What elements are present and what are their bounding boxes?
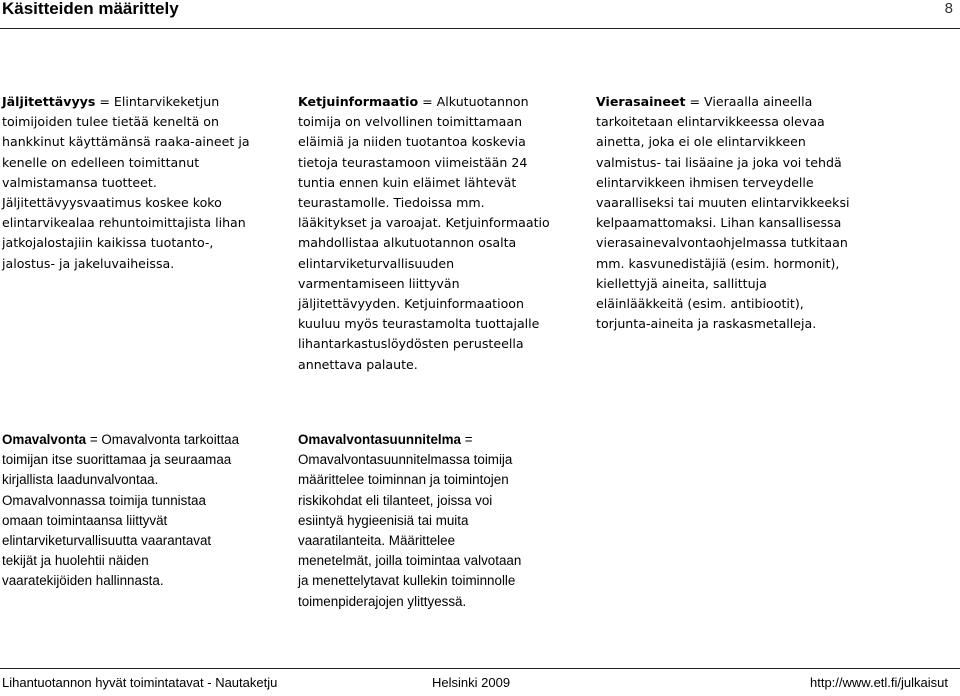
definition-text: tietoja teurastamoon viimeistään 24 (298, 154, 528, 170)
definition-text: eläimiä ja niiden tuotantoa koskevia (298, 134, 526, 150)
definition-omavalvontasuunnitelma (298, 430, 521, 612)
page-number: 8 (944, 0, 953, 17)
definition-line (298, 112, 550, 132)
definition-line (298, 511, 521, 531)
definition-line (298, 571, 521, 591)
definition-term: Ketjuinformaatio (298, 94, 419, 109)
definition-line (298, 274, 550, 294)
definition-text: Jäljitettävyysvaatimus koskee koko (2, 195, 222, 211)
definition-line (298, 193, 550, 213)
definition-line (298, 551, 521, 571)
definition-omavalvonta (2, 430, 239, 592)
definition-line (2, 173, 250, 193)
definition-text: valmistus- tai lisäaine ja joka voi tehdä (596, 154, 842, 170)
definition-text: eläinlääkkeitä (esim. antibiootit), (596, 296, 804, 312)
definition-text: elintarviketurvallisuutta vaarantavat (2, 533, 212, 549)
definition-line (596, 274, 850, 294)
definition-line (2, 132, 250, 152)
footer-url: http://www.etl.fi/julkaisut (810, 675, 948, 690)
definition-text: lihantarkastuslöydösten perusteella (298, 336, 524, 352)
definition-text: kirjallista laadunvalvontaa. (2, 472, 159, 488)
definition-line (596, 112, 850, 132)
definition-text: tarkoitetaan elintarvikkeessa olevaa (596, 114, 825, 130)
definition-text: toimijan itse suorittamaa ja seuraamaa (2, 452, 232, 468)
definition-line (298, 592, 521, 612)
definition-text: annettava palaute. (298, 356, 418, 372)
definition-text: vaaratekijöiden hallinnasta. (2, 573, 164, 589)
definition-line (596, 92, 850, 112)
definition-term: Omavalvonta (2, 432, 87, 447)
definition-text: kuuluu myös teurastamolta tuottajalle (298, 316, 540, 332)
definition-text: kelpaamattomaksi. Lihan kansallisessa (596, 215, 842, 231)
definition-text: hankkinut käyttämänsä raaka-aineet ja (2, 134, 250, 150)
definition-text: vaaratilanteita. Määrittelee (298, 533, 456, 549)
definition-term: Omavalvontasuunnitelma (298, 432, 461, 447)
definition-text: määrittelee toiminnan ja toimintojen (298, 472, 509, 488)
definition-line (298, 233, 550, 253)
definition-text: torjunta-aineita ja raskasmetalleja. (596, 316, 817, 332)
header-divider (0, 28, 960, 29)
definition-text: esiintyä hygieenisiä tai muita (298, 512, 469, 528)
definition-line (298, 450, 521, 470)
definition-term: Vierasaineet (596, 94, 686, 109)
definition-ketjuinformaatio (298, 92, 550, 375)
definition-text: vaaralliseksi tai muuten elintarvikkeeksi (596, 195, 850, 211)
definition-line (2, 430, 239, 450)
definition-line (298, 132, 550, 152)
definition-line (2, 92, 250, 112)
definition-line (298, 430, 521, 450)
definition-text: jalostus- ja jakeluvaiheissa. (2, 255, 175, 271)
page-title: Käsitteiden määrittely (2, 0, 179, 18)
definition-text: mm. kasvunedistäjiä (esim. hormonit), (596, 255, 840, 271)
definition-line (298, 314, 550, 334)
definition-text: tuntia ennen kuin eläimet lähtevät (298, 174, 517, 190)
definition-line (298, 334, 550, 354)
definition-line (596, 213, 850, 233)
definition-line (298, 153, 550, 173)
definition-line (298, 294, 550, 314)
definition-text: ja menettelytavat kullekin toiminnolle (298, 573, 516, 589)
footer-divider (0, 668, 960, 669)
definition-line (2, 491, 239, 511)
definition-text: = Vieraalla aineella (685, 94, 813, 109)
footer-publication: Lihantuotannon hyvät toimintatavat - Nautaketju (2, 675, 278, 690)
definition-line (2, 153, 250, 173)
definition-line (596, 173, 850, 193)
definition-text: = Elintarvikeketjun (95, 94, 220, 109)
definition-line (298, 254, 550, 274)
definition-line (596, 254, 850, 274)
definition-line (298, 355, 550, 375)
definition-text: Omavalvontasuunnitelmassa toimija (298, 452, 513, 468)
definition-text: = (460, 432, 473, 447)
definition-line (596, 132, 850, 152)
definition-text: toimija on velvollinen toimittamaan (298, 114, 523, 130)
definition-text: ainetta, joka ei ole elintarvikkeen (596, 134, 806, 150)
definition-line (596, 294, 850, 314)
definition-line (2, 571, 239, 591)
definition-term: Jäljitettävyys (2, 94, 96, 109)
definition-line (596, 153, 850, 173)
definition-jaljitettavyys (2, 92, 250, 274)
definition-text: = Alkutuotannon (418, 94, 529, 109)
definition-text: jäljitettävyyden. Ketjuinformaatioon (298, 296, 524, 312)
definition-text: varmentamiseen liittyvän (298, 275, 460, 291)
definition-line (298, 470, 521, 490)
definition-text: toimijoiden tulee tietää keneltä on (2, 114, 219, 130)
definition-line (298, 92, 550, 112)
definition-line (2, 193, 250, 213)
definition-line (596, 233, 850, 253)
definition-line (596, 314, 850, 334)
definition-line (2, 531, 239, 551)
definition-text: valmistamansa tuotteet. (2, 174, 157, 190)
definition-text: lääkitykset ja varoajat. Ketjuinformaatio (298, 215, 550, 231)
definition-text: elintarvikkeen ihmisen terveydelle (596, 174, 814, 190)
definition-vierasaineet (596, 92, 850, 334)
definition-line (298, 491, 521, 511)
definition-line (298, 213, 550, 233)
definition-text: teurastamolle. Tiedoissa mm. (298, 195, 485, 211)
definition-line (2, 254, 250, 274)
definition-text: vierasainevalvontaohjelmassa tutkitaan (596, 235, 848, 251)
definition-line (298, 531, 521, 551)
definition-line (298, 173, 550, 193)
definition-text: kiellettyjä aineita, sallittuja (596, 275, 767, 291)
footer-place-year: Helsinki 2009 (432, 675, 511, 690)
definition-text: Omavalvonnassa toimija tunnistaa (2, 492, 206, 508)
definition-text: elintarviketurvallisuuden (298, 255, 455, 271)
definition-text: = Omavalvonta tarkoittaa (86, 432, 240, 447)
definition-line (2, 112, 250, 132)
definition-text: riskikohdat eli tilanteet, joissa voi (298, 492, 493, 508)
definition-text: menetelmät, joilla toimintaa valvotaan (298, 553, 522, 569)
definition-line (2, 450, 239, 470)
definition-text: omaan toimintaansa liittyvät (2, 512, 168, 528)
definition-line (2, 511, 239, 531)
definition-text: jatkojalostajiin kaikissa tuotanto-, (2, 235, 214, 251)
definition-text: elintarvikealaa rehuntoimittajista lihan (2, 215, 246, 231)
definition-line (596, 193, 850, 213)
definition-text: kenelle on edelleen toimittanut (2, 154, 200, 170)
definition-line (2, 470, 239, 490)
definition-line (2, 213, 250, 233)
definition-text: tekijät ja huolehtii näiden (2, 553, 149, 569)
definition-line (2, 551, 239, 571)
definition-text: mahdollistaa alkutuotannon osalta (298, 235, 517, 251)
definition-text: toimenpiderajojen ylittyessä. (298, 593, 467, 609)
definition-line (2, 233, 250, 253)
